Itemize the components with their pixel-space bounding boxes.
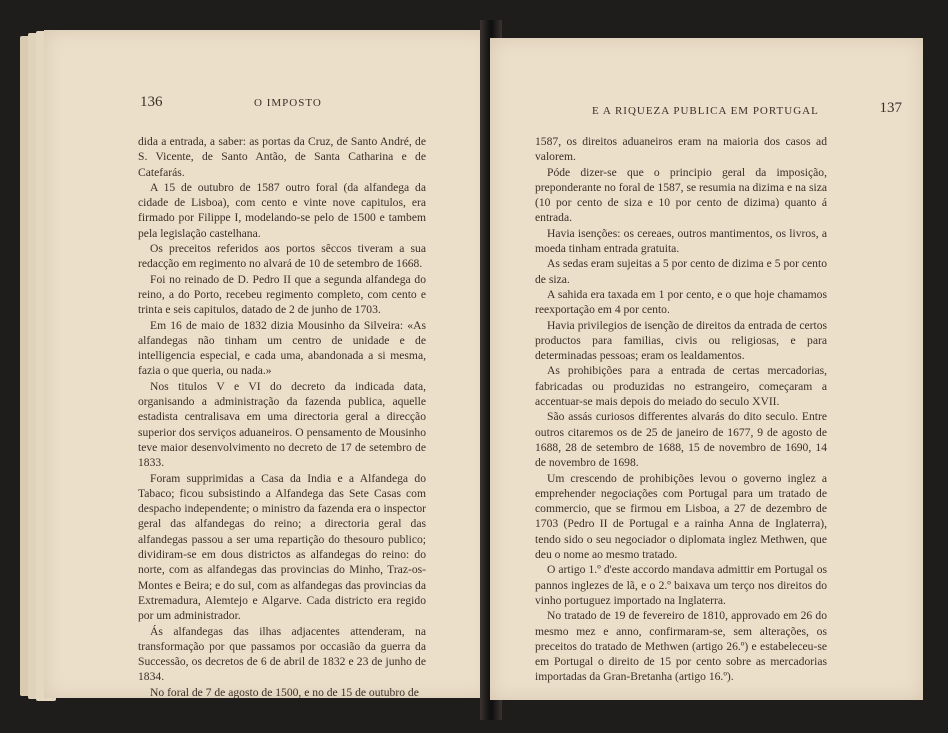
paragraph: A sahida era taxada em 1 por cento, e o que hoje chamamos reexportação em 4 por cento.: [535, 287, 827, 317]
right-page-number: 137: [879, 100, 902, 116]
left-page-header: [140, 94, 470, 114]
left-running-head: O IMPOSTO: [254, 97, 322, 109]
right-page-header: [592, 102, 902, 122]
paragraph: O artigo 1.º d'este accordo mandava admittir em Portugal os pannos inglezes de lã, e o 2.º baixava um terço nos direitos do vinho portuguez importado na Inglaterra.: [535, 563, 827, 607]
right-running-head: E A RIQUEZA PUBLICA EM PORTUGAL: [592, 105, 819, 117]
paragraph: Foi no reinado de D. Pedro II que a segunda alfandega do reino, a do Porto, recebeu regimento completo, com cento e trinta e seis capitulos, datado de 2 de junho de 1703.: [138, 272, 426, 317]
paragraph: As prohibições para a entrada de certas mercadorias, fabricadas ou produzidas no estrangeiro, começaram a accentuar-se mais depois do meiado do seculo XVII.: [535, 364, 827, 409]
paragraph: Nos titulos V e VI do decreto da indicada data, organisando a administração da fazenda publica, aquelle estadista centralisava em uma directoria geral a direcção superior dos serviços aduaneiros. O pensamento de Mousinho teve maior desenvolvimento no decreto de 17 de setembro de 1833.: [138, 379, 426, 470]
left-page-number: 136: [140, 94, 163, 110]
left-page: [44, 30, 490, 698]
paragraph: Os preceitos referidos aos portos sêccos tiveram a sua redacção em regimento no alvará de 10 de setembro de 1668.: [138, 242, 426, 271]
paragraph: Póde dizer-se que o principio geral da imposição, preponderante no foral de 1587, se resumia na dizima e na siza (10 por cento de siza e 10 por cento de dizima) quanto á entrada.: [535, 165, 827, 225]
paragraph: Havia isenções: os cereaes, outros mantimentos, os livros, a moeda tinham entrada gratuita.: [535, 226, 827, 256]
paragraph: Havia privilegios de isenção de direitos da entrada de certos productos para familias, civis ou religiosas, e para determinadas pessoas; eram os lealdamentos.: [535, 318, 827, 363]
paragraph: No foral de 7 de agosto de 1500, e no de 15 de outubro de: [150, 685, 419, 699]
paragraph: São assás curiosos differentes alvarás do dito seculo. Entre outros citaremos os de 25 de janeiro de 1677, 9 de agosto de 1688, 28 de setembro de 1688, 15 de novembro de 1690, 14 de novembro de 1698.: [535, 410, 827, 470]
paragraph: Em 16 de maio de 1832 dizia Mousinho da Silveira: «As alfandegas não tinham um centro de unidade e de intelligencia especial, e cada uma, abandonada a si mesma, fazia o que queria, ou nada.»: [138, 318, 426, 378]
paragraph: 1587, os direitos aduaneiros eram na maioria dos casos ad valorem.: [535, 135, 827, 164]
paragraph: Um crescendo de prohibições levou o governo inglez a emprehender negociações com Portugal para um tratado de commercio, que se firmou em Lisboa, a 27 de dezembro de 1703 (Pedro II de Portugal e a rainha Anna de Inglaterra), tendo sido o seu negociador o diplomata inglez Methwen, que deu o nome ao mesmo tratado.: [535, 471, 827, 562]
paragraph: Ás alfandegas das ilhas adjacentes attenderam, na transformação por que passamos por occasião da guerra da Successão, os decretos de 6 de abril de 1832 e 23 de junho de 1834.: [138, 624, 426, 684]
paragraph: Foram supprimidas a Casa da India e a Alfandega do Tabaco; ficou subsistindo a Alfandega das Sete Casas com despacho independente; o ministro da fazenda era o inspector geral das alfandegas do reino; a directoria geral das alfandegas passou a ser uma repartição do thesouro publico; dividiram-se em dous districtos as alfandegas do reino: do norte, com as alfandegas das provincias do Minho, Traz-os-Montes e Beira; e do sul, com as alfandegas das provincias da Extremadura, Alemtejo e Algarve. Cada districto era regido por um administrador.: [138, 471, 426, 623]
right-page-text: [535, 134, 827, 685]
paragraph: A 15 de outubro de 1587 outro foral (da alfandega da cidade de Lisboa), com cento e vinte nove capitulos, era firmado por Filippe I, modelando-se pelo de 1500 e tambem pela legislação castelhana.: [138, 180, 426, 240]
paragraph: As sedas eram sujeitas a 5 por cento de dizima e 5 por cento de siza.: [535, 257, 827, 286]
right-page: [490, 38, 923, 700]
left-page-text: [138, 134, 426, 700]
paragraph: dida a entrada, a saber: as portas da Cruz, de Santo André, de S. Vicente, de Santo Antão, de Santa Catharina e de Catefarás.: [138, 135, 426, 179]
paragraph: No tratado de 19 de fevereiro de 1810, approvado em 26 do mesmo mez e anno, confirmaram-se, sem alterações, os preceitos do tratado de Methwen (artigo 26.º) e estabeleceu-se em Portugal o direito de 15 por cento sobre as mercadorias importadas da Gran-Bretanha (artigo 16.º).: [535, 609, 827, 684]
